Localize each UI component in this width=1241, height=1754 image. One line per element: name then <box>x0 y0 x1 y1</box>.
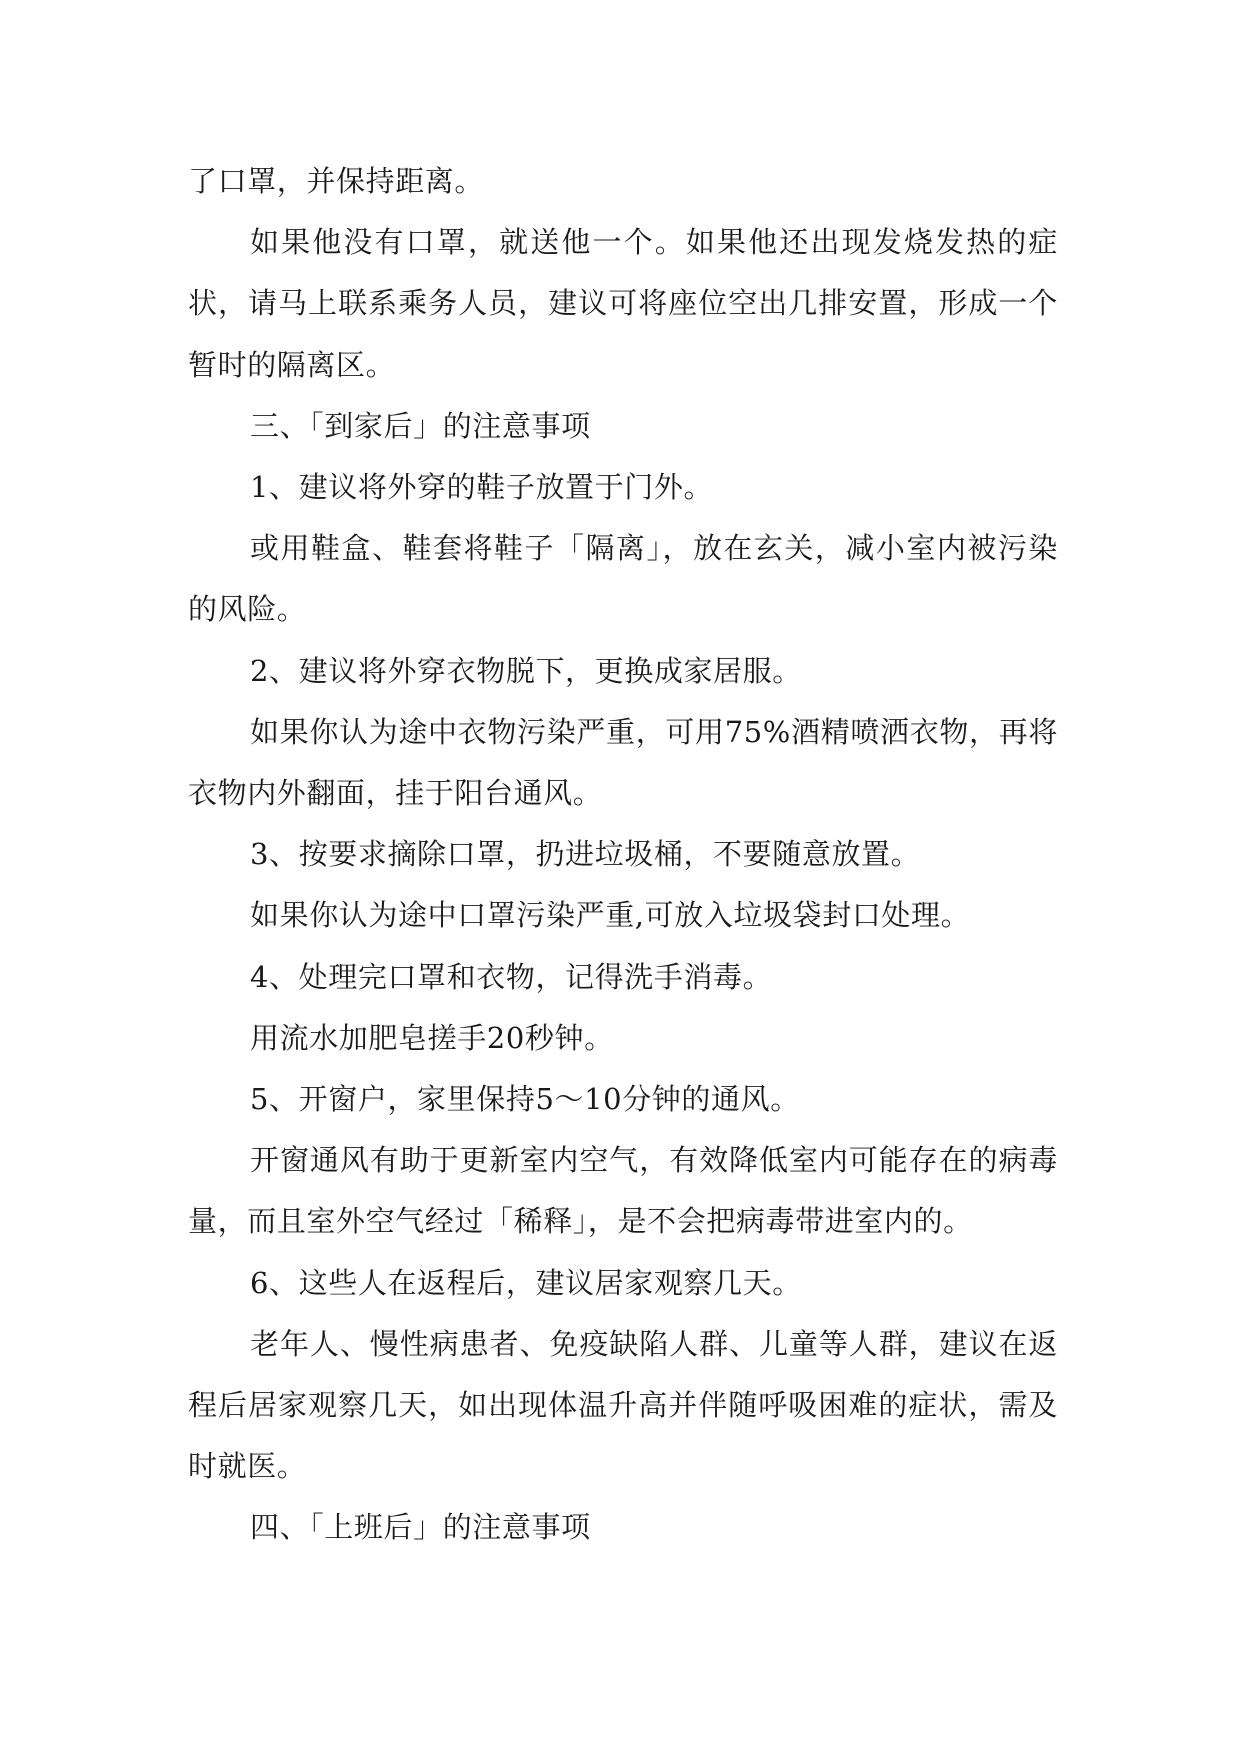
section-heading-after-work: 四、「上班后」的注意事项 <box>250 1510 591 1545</box>
section-heading-after-home: 三、「到家后」的注意事项 <box>250 408 591 443</box>
paragraph-home-observation-detail: 老年人、慢性病患者、免疫缺陷人群、儿童等人群，建议在返程后居家观察几天，如出现体温升高并伴随呼吸困难的症状，需及时就医。 <box>188 1326 1058 1484</box>
document-body <box>188 151 1058 1559</box>
paragraph-ventilation-detail: 开窗通风有助于更新室内空气，有效降低室内可能存在的病毒量，而且室外空气经过「稀释」，是不会把病毒带进室内的。 <box>188 1143 1058 1239</box>
paragraph-mask-detail: 如果你认为途中口罩污染严重,可放入垃圾袋封口处理。 <box>250 898 971 933</box>
list-item-home-observation: 6、这些人在返程后，建议居家观察几天。 <box>250 1265 802 1300</box>
paragraph-clothes-detail: 如果你认为途中衣物污染严重，可用75%酒精喷洒衣物，再将衣物内外翻面，挂于阳台通风。 <box>188 714 1058 811</box>
list-item-ventilation: 5、开窗户，家里保持5～10分钟的通风。 <box>250 1082 800 1117</box>
paragraph-wash-hands-detail: 用流水加肥皂搓手20秒钟。 <box>250 1020 614 1055</box>
list-item-mask: 3、按要求摘除口罩，扔进垃圾桶，不要随意放置。 <box>250 837 921 872</box>
paragraph-shoes-detail: 或用鞋盒、鞋套将鞋子「隔离」，放在玄关，减小室内被污染的风险。 <box>188 531 1058 627</box>
list-item-wash-hands: 4、处理完口罩和衣物，记得洗手消毒。 <box>250 959 773 994</box>
list-item-clothes: 2、建议将外穿衣物脱下，更换成家居服。 <box>250 653 802 688</box>
paragraph-mask-advice: 如果他没有口罩，就送他一个。如果他还出现发烧发热的症状，请马上联系乘务人员，建议可将座位空出几排安置，形成一个暂时的隔离区。 <box>188 225 1058 382</box>
paragraph-continuation: 了口罩，并保持距离。 <box>188 164 485 198</box>
list-item-shoes: 1、建议将外穿的鞋子放置于门外。 <box>250 470 714 505</box>
